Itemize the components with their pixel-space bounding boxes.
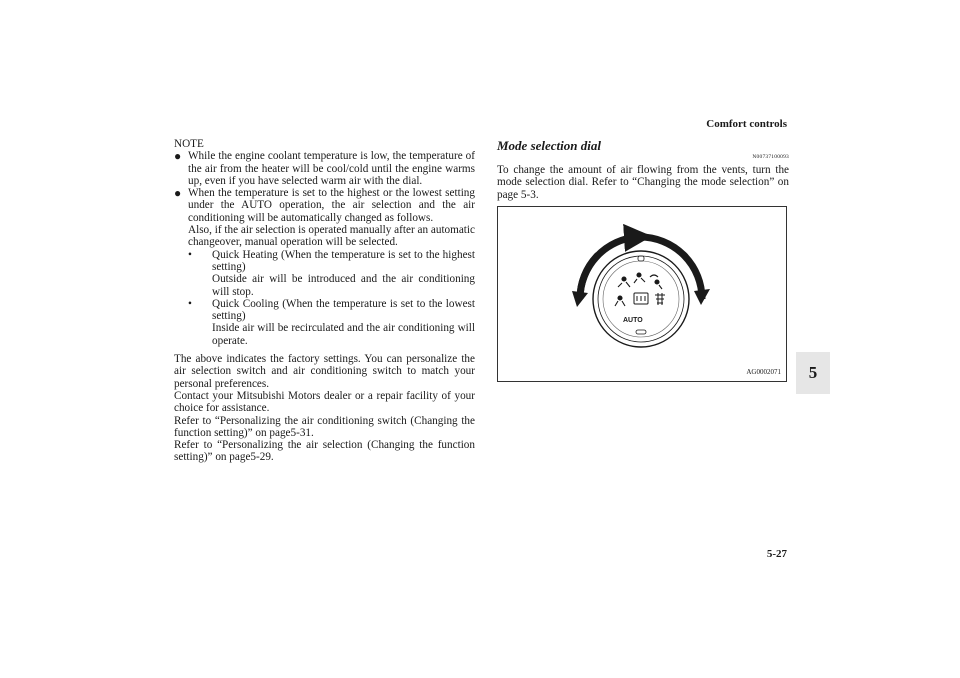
chapter-tab: 5 [796, 352, 830, 394]
mode-dial-figure [497, 206, 787, 382]
page-number: 5-27 [766, 548, 787, 560]
mode-dial-illustration [498, 207, 786, 381]
arrow-head-right-icon [694, 289, 710, 305]
note-bullet-text: When the temperature is set to the highest or the lowest setting under the AUTO operation, the air selection and the air conditioning will be automatically changed as follows. [188, 187, 475, 224]
section-ref-code: N00737100093 [752, 154, 789, 160]
page-header-title: Comfort controls [706, 118, 787, 130]
note-bullet-text: While the engine coolant temperature is low, the temperature of the air from the heater will be cool/cold until the engine warms up, even if you have selected warm air with the dial. [188, 150, 475, 187]
body-paragraph: Refer to “Personalizing the air selection (Changing the function setting)” on page5-29. [174, 439, 475, 464]
section-body: To change the amount of air flowing from the vents, turn the mode selection dial. Refer to “Changing the mode selection” on page 5-3. [497, 164, 789, 201]
sub-bullet-icon: • [188, 297, 192, 310]
figure-code: AG0002071 [746, 368, 781, 376]
note-label: NOTE [174, 138, 204, 150]
sub-bullet-icon: • [188, 248, 192, 261]
bullet-dot-icon: ● [174, 186, 182, 201]
note-sub-item [188, 249, 475, 298]
sub-item-body: Outside air will be introduced and the air conditioning will stop. [212, 273, 475, 298]
sub-item-head: Quick Heating (When the temperature is set to the highest setting) [212, 248, 475, 273]
note-bullet [174, 187, 475, 347]
dial-auto-label: AUTO [623, 317, 643, 324]
section-title: Mode selection dial [497, 138, 601, 153]
body-paragraph: Contact your Mitsubishi Motors dealer or a repair facility of your choice for assistance. [174, 389, 475, 415]
note-sub-item [188, 298, 475, 347]
arrow-head-left-icon [572, 291, 588, 307]
note-bullet [174, 150, 475, 187]
note-continuation: Also, if the air selection is operated manually after an automatic changeover, manual operation will be selected. [188, 224, 475, 249]
sub-item-head: Quick Cooling (When the temperature is set to the lowest setting) [212, 297, 475, 323]
right-column [497, 138, 789, 201]
sub-item-body: Inside air will be recirculated and the air conditioning will operate. [212, 322, 475, 347]
bullet-dot-icon: ● [174, 149, 182, 164]
left-column [174, 138, 475, 464]
body-paragraph: The above indicates the factory settings. You can personalize the air selection switch and air conditioning switch to match your personal preferences. [174, 353, 475, 390]
body-paragraph: Refer to “Personalizing the air conditioning switch (Changing the function setting)” on page5-31. [174, 414, 475, 439]
